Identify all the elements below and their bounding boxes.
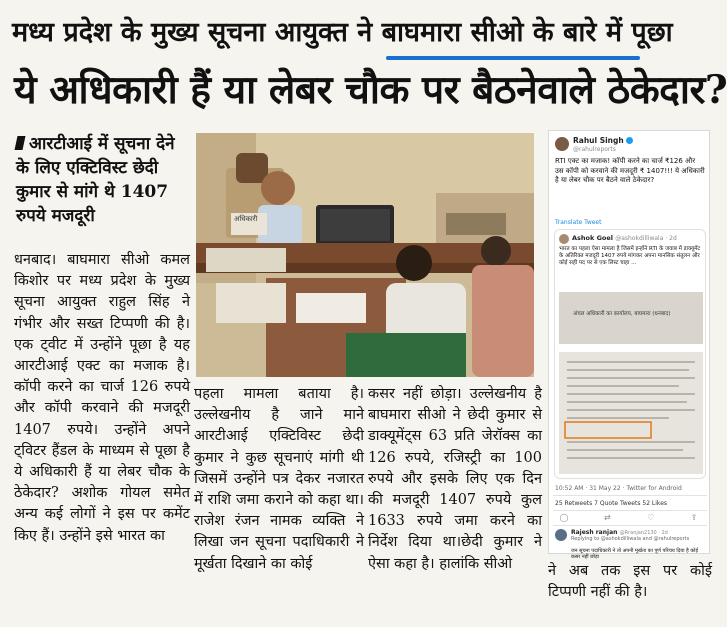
- subheadline: [16, 132, 188, 228]
- headline-line-1: मध्य प्रदेश के मुख्य सूचना आयुक्त ने बाघमारा सीओ के बारे में पूछा: [12, 17, 673, 48]
- subheadline-text: आरटीआई में सूचना देने के लिए एक्टिविस्ट छेदी कुमार से मांगे थे 1407 रुपये मजदूरी: [16, 134, 175, 226]
- reply-icon[interactable]: ◯: [559, 513, 569, 522]
- quoted-author-name: Ashok Goel: [572, 234, 614, 242]
- article-column-4: ने अब तक इस पर कोई टिप्पणी नहीं की है।: [548, 563, 712, 601]
- divider: [553, 495, 707, 496]
- bullet-icon: [15, 136, 26, 150]
- headline-line-2: ये अधिकारी हैं या लेबर चौक पर बैठनेवाले ठेकेदार?: [14, 67, 727, 113]
- reply-author-handle[interactable]: @Rranjan2130 · 2d: [619, 530, 668, 536]
- reply-author-name[interactable]: Rajesh ranjan: [571, 529, 618, 536]
- reply-to: Replying to @ashokdilliwala and @rahulreports: [571, 536, 690, 542]
- tweet-timestamp: 10:52 AM · 31 May 22 · Twitter for Android: [555, 485, 682, 492]
- document-image-top: [559, 292, 703, 344]
- avatar: [555, 529, 567, 541]
- tweet-body: RTI एक्ट का मजाक! कॉपी करने का चार्ज ₹126 और उस कॉपी को करवाने की मजदूरी ₹ 1407!!! ये अधिकारी है या लेबर चौक पर बैठने वाले ठेकेदार?: [555, 157, 705, 184]
- like-icon[interactable]: ♡: [647, 513, 655, 522]
- document-header: अंचल अधिकारी का कार्यालय, बाघमारा (धनबाद): [573, 311, 671, 317]
- avatar: [555, 137, 569, 151]
- office-scene-illustration: [196, 133, 534, 377]
- tweet-actions: [559, 513, 699, 522]
- tweet-author-handle[interactable]: @rahulreports: [573, 146, 616, 153]
- translate-link[interactable]: Translate Tweet: [555, 219, 602, 226]
- article-column-3: कसर नहीं छोड़ा। उल्लेखनीय है बाघमारा सीओ ने छेदी कुमार से डाक्यूमेंट्स 63 प्रति जेरॉक्स का 126 रुपये, रजिस्ट्री का 100 रुपये और इसके लिए एक दिन की मजदूरी 1407 रुपये कुल 1633 रुपये जमा करने का निर्देश दिया था।छेदी कुमार ने ऐसा कहा है। हालांकि सीओ: [368, 386, 542, 572]
- avatar: [559, 234, 569, 244]
- quoted-tweet-body: भारत का पहला ऐसा मामला है जिसमें इन्होंने RTI के जवाब में डाक्यूमेंट के अतिरिक्त मजदूरी 1407 रुपये मांगकर अपना मानसिक संतुलन और कोई सही पद पर से एक लिस्ट चाहा ...: [559, 246, 701, 266]
- divider: [553, 510, 707, 511]
- divider: [553, 525, 707, 526]
- document-lines: [559, 352, 703, 474]
- reply-body: जन सूचना पदाधिकारी ने तो अपनी मूर्खता का पूर्ण परिचय दिया है कोई कसर नहीं छोड़ा: [571, 548, 698, 560]
- nameplate: अधिकारी: [234, 215, 258, 223]
- tweet-screenshot: [548, 130, 710, 560]
- tweet-author-name[interactable]: Rahul Singh: [573, 136, 624, 145]
- share-icon[interactable]: ⇪: [690, 513, 698, 522]
- headline-underline: [386, 56, 640, 60]
- verified-icon: [626, 137, 633, 144]
- quoted-tweet[interactable]: [554, 229, 706, 479]
- article-column-2: पहला मामला बताया है। उल्लेखनीय है जाने माने आरटीआई एक्टिविस्ट छेदी कुमार ने कुछ सूचनाएं मांगी थी जिसमें उन्होंने पत्र देकर नजारत में राशि जमा कराने को कहा था। राजेश रंजन नामक व्यक्ति ने लिखा जन सूचना पदाधिकारी ने मूर्खता दिखाने का कोई: [194, 386, 364, 572]
- retweet-icon[interactable]: ⇄: [603, 513, 611, 522]
- news-photo: [196, 133, 534, 377]
- document-image: [559, 352, 703, 474]
- tweet-stats: 25 Retweets 7 Quote Tweets 52 Likes: [555, 500, 668, 507]
- article-column-1: धनबाद। बाघमारा सीओ कमल किशोर पर मध्य प्रदेश के मुख्य सूचना आयुक्त राहुल सिंह ने गंभीर और सख्त टिप्पणी की है। एक ट्वीट में उन्होंने पूछा है यह आरटीआई एक्ट का मजाक है। कॉपी करने का चार्ज 126 रुपये और कॉपी करवाने की मजदूरी 1407 रुपये। उन्होंने अपने ट्विटर हैंडल के माध्यम से पूछा है ये अधिकारी हैं या लेबर चौक के ठेकेदार? अशोक गोयल समेत अन्य कई लोगों ने इस पर कमेंट किए हैं। उन्होंने इसे भारत का: [14, 252, 190, 544]
- quoted-author-handle: @ashokdilliwala · 2d: [615, 235, 677, 242]
